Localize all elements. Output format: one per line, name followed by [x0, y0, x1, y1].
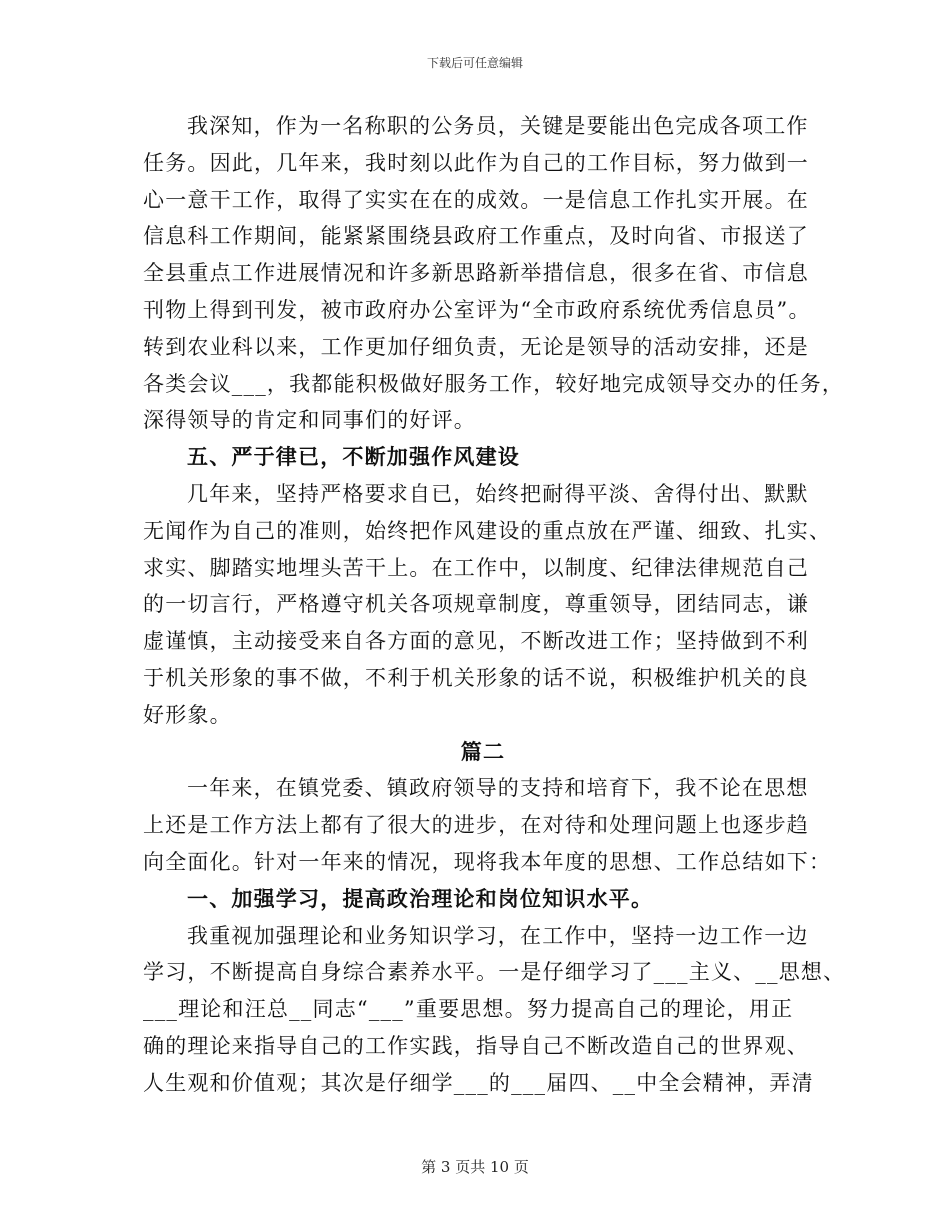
document-body [143, 108, 846, 1102]
paragraph-line: 上还是工作方法上都有了很大的进步，在对待和处理问题上也逐步趋 [143, 813, 809, 838]
paragraph-line: 好形象。 [143, 702, 232, 727]
paragraph-line: 我重视加强理论和业务知识学习，在工作中，坚持一边工作一边 [187, 923, 809, 948]
page-header: 下载后可任意编辑 [426, 56, 523, 70]
paragraph-line: 求实、脚踏实地埋头苦干上。在工作中，以制度、纪律法律规范自己 [143, 555, 809, 580]
paragraph-line: 转到农业科以来，工作更加仔细负责，无论是领导的活动安排，还是 [143, 334, 809, 359]
paragraph-line: 刊物上得到刊发，被市政府办公室评为“全市政府系统优秀信息员”。 [143, 297, 811, 322]
heading-five: 五、严于律已，不断加强作风建设 [187, 444, 520, 470]
paragraph-line: 各类会议___，我都能积极做好服务工作，较好地完成领导交办的任务， [143, 371, 845, 396]
paragraph-line: 向全面化。针对一年来的情况，现将我本年度的思想、工作总结如下： [143, 849, 832, 874]
paragraph-line: 确的理论来指导自己的工作实践，指导自己不断改造自己的世界观、 [143, 1033, 809, 1058]
paragraph-line: 心一意干工作，取得了实实在在的成效。一是信息工作扎实开展。在 [143, 187, 809, 212]
paragraph-line: ___理论和汪总__同志“___”重要思想。努力提高自己的理论，用正 [143, 997, 794, 1022]
paragraph-line: 于机关形象的事不做，不利于机关形象的话不说，积极维护机关的良 [143, 665, 809, 690]
paragraph-line: 信息科工作期间，能紧紧围绕县政府工作重点，及时向省、市报送了 [143, 224, 809, 249]
section-title: 篇二 [460, 738, 506, 764]
paragraph-line: 无闻作为自己的准则，始终把作风建设的重点放在严谨、细致、扎实、 [143, 518, 832, 543]
paragraph-line: 几年来，坚持严格要求自已，始终把耐得平淡、舍得付出、默默 [187, 481, 809, 506]
page-footer: 第 3 页共 10 页 [421, 1158, 529, 1176]
paragraph-line: 学习，不断提高自身综合素养水平。一是仔细学习了___主义、__思想、 [143, 960, 846, 985]
paragraph-line: 任务。因此，几年来，我时刻以此作为自己的工作目标，努力做到一 [143, 150, 809, 175]
paragraph-line: 的一切言行，严格遵守机关各项规章制度，尊重领导，团结同志，谦 [143, 592, 809, 617]
paragraph-line: 一年来，在镇党委、镇政府领导的支持和培育下，我不论在思想 [187, 776, 809, 801]
paragraph-line: 全县重点工作进展情况和许多新思路新举措信息，很多在省、市信息 [143, 261, 809, 286]
paragraph-line: 深得领导的肯定和同事们的好评。 [143, 408, 476, 433]
heading-one: 一、加强学习，提高政治理论和岗位知识水平。 [187, 885, 654, 911]
paragraph-line: 虚谨慎，主动接受来自各方面的意见，不断改进工作；坚持做到不利 [143, 629, 809, 654]
paragraph-line: 我深知，作为一名称职的公务员，关键是要能出色完成各项工作 [187, 114, 809, 138]
paragraph-line: 人生观和价值观；其次是仔细学___的___届四、__中全会精神，弄清 [143, 1070, 814, 1095]
